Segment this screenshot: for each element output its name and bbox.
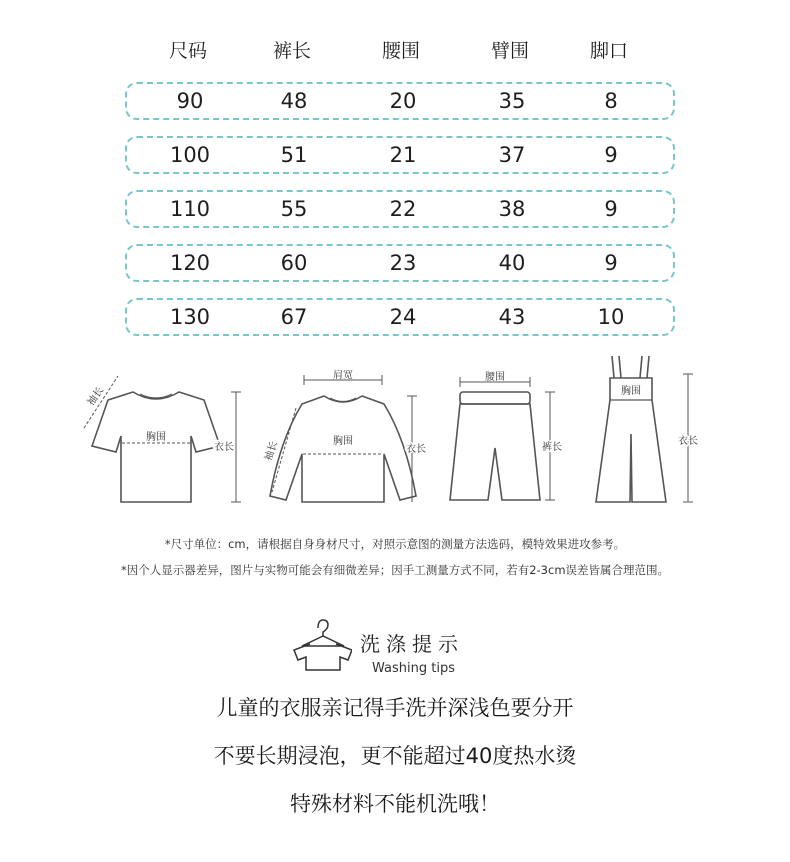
row-cell: 60 <box>280 251 308 275</box>
row-cell: 51 <box>280 143 308 167</box>
overalls-length-label: 衣长 <box>678 436 698 447</box>
row-cell: 43 <box>498 305 526 329</box>
row-cell: 9 <box>604 197 618 221</box>
row-cell: 10 <box>597 305 625 329</box>
row-cell: 8 <box>604 89 618 113</box>
row-cell: 100 <box>169 143 211 167</box>
row-cell: 38 <box>498 197 526 221</box>
shorts-diagram <box>442 370 582 515</box>
size-table-header <box>125 36 677 66</box>
row-cell: 130 <box>169 305 211 329</box>
size-row-90 <box>125 82 675 120</box>
washing-line-2: 不要长期浸泡，更不能超过40度热水烫 <box>213 744 577 768</box>
washing-title: 洗涤提示 <box>360 632 464 656</box>
row-cell: 55 <box>280 197 308 221</box>
tshirt-length-label: 衣长 <box>214 442 234 453</box>
row-cell: 24 <box>389 305 417 329</box>
row-cell: 35 <box>498 89 526 113</box>
size-row-120 <box>125 244 675 282</box>
measurement-diagrams <box>0 350 790 520</box>
header-waist: 腰围 <box>381 40 420 62</box>
washing-subtitle: Washing tips <box>372 661 455 676</box>
size-row-100 <box>125 136 675 174</box>
header-hem: 脚口 <box>589 40 628 62</box>
tshirt-diagram <box>78 370 254 515</box>
size-note-1: *尺寸单位：cm，请根据自身身材尺寸，对照示意图的测量方法选码，模特效果进攻参考。 <box>164 537 626 551</box>
washing-line-3: 特殊材料不能机洗哦！ <box>290 792 500 816</box>
size-row-130 <box>125 298 675 336</box>
row-cell: 67 <box>280 305 308 329</box>
longsleeve-diagram <box>260 370 436 515</box>
header-arm: 臂围 <box>490 40 529 62</box>
row-cell: 90 <box>176 89 204 113</box>
shorts-length-label: 裤长 <box>542 442 562 453</box>
row-cell: 9 <box>604 251 618 275</box>
row-cell: 37 <box>498 143 526 167</box>
tshirt-sleeve-label: 袖长 <box>85 385 107 408</box>
row-cell: 110 <box>169 197 211 221</box>
overalls-diagram <box>592 354 704 516</box>
washing-line-1: 儿童的衣服亲记得手洗并深浅色要分开 <box>216 696 574 720</box>
row-cell: 120 <box>169 251 211 275</box>
header-pants-length: 裤长 <box>272 40 311 62</box>
row-cell: 48 <box>280 89 308 113</box>
row-cell: 23 <box>389 251 417 275</box>
row-cell: 40 <box>498 251 526 275</box>
longsleeve-length-label: 衣长 <box>406 444 426 455</box>
overalls-chest-label: 胸围 <box>621 386 641 397</box>
header-size: 尺码 <box>168 40 207 62</box>
longsleeve-chest-label: 胸围 <box>333 436 353 447</box>
size-note-2: *因个人显示器差异，图片与实物可能会有细微差异；因手工测量方式不同，若有2-3cm误差皆属合理范围。 <box>120 563 670 577</box>
tshirt-chest-label: 胸围 <box>146 432 166 443</box>
row-cell: 20 <box>389 89 417 113</box>
row-cell: 21 <box>389 143 417 167</box>
longsleeve-sleeve-label: 袖长 <box>263 440 280 463</box>
longsleeve-shoulder-label: 肩宽 <box>333 370 353 381</box>
row-cell: 22 <box>389 197 417 221</box>
row-cell: 9 <box>604 143 618 167</box>
shorts-waist-label: 腰围 <box>485 372 505 383</box>
size-row-110 <box>125 190 675 228</box>
hanger-shirt-icon <box>292 616 352 672</box>
